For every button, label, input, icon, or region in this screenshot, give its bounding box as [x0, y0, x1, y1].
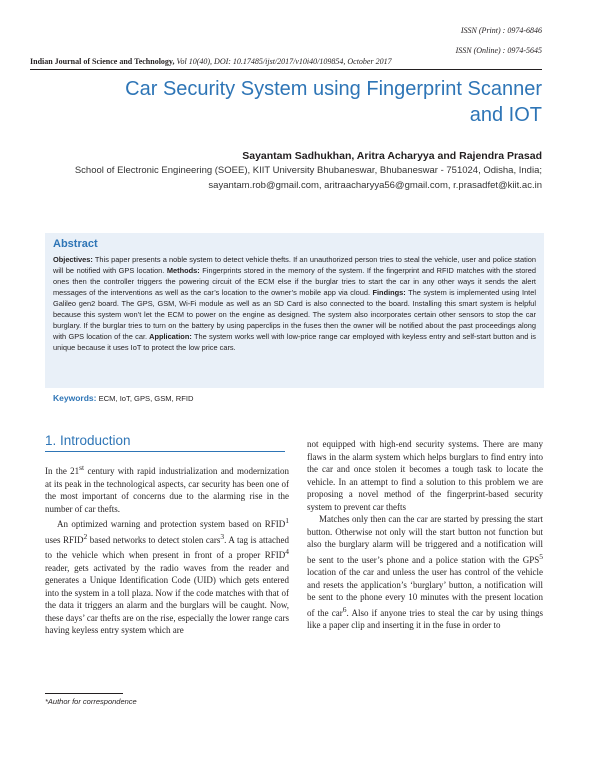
abstract-text [53, 254, 536, 353]
methods-label: Methods: [164, 266, 200, 275]
journal-details: Vol 10(40), DOI: 10.17485/ijst/2017/v10i40/109854, October 2017 [176, 57, 392, 66]
findings-label: Findings: [370, 288, 406, 297]
application-text: The system works well with low-price range car employed with keyless entry and self-start button and is unique because it uses IoT to protect the low price cars. [53, 332, 536, 352]
abstract-box [45, 233, 544, 388]
abstract-heading: Abstract [53, 238, 98, 250]
body-column-left [45, 462, 289, 637]
journal-name: Indian Journal of Science and Technology, [30, 57, 175, 66]
findings-text: The system is implemented using Intel Galileo gen2 board. The GPS, GSM, Wi-Fi module as well as an SD Card is also connected to the board. Installing this smart system is helpful because this system won’t let the ECM to power on the engine as designed. The system also incorporates certain other sensors to stop the car burglary. If the burglar tries to turn on the battery by using paperclips in the fuses then the owner will be notified about the past proceedings along with GPS location of the car. [53, 288, 536, 341]
title-line-1: Car Security System using Fingerprint Scanner [125, 78, 542, 100]
keywords-label: Keywords: [53, 393, 97, 403]
affiliation-emails: sayantam.rob@gmail.com, aritraacharyya56@gmail.com, r.prasadfet@kiit.ac.in [208, 180, 542, 191]
body-column-right [307, 438, 543, 632]
paragraph: In the 21st century with rapid industrialization and modernization at its peak in the technological aspects, car security has been one of the most important of concerns due to the alarming rise in the number of car thefts. [45, 463, 289, 514]
affiliation [30, 163, 542, 193]
affiliation-institution: School of Electronic Engineering (SOEE), KIIT University Bhubaneswar, Bhubaneswar - 751024, Odisha, India; [74, 165, 542, 176]
journal-citation [30, 57, 392, 66]
header-divider [30, 69, 542, 70]
author-list: Sayantam Sadhukhan, Aritra Acharyya and Rajendra Prasad [242, 150, 542, 162]
objectives-label: Objectives: [53, 255, 93, 264]
section-heading-introduction: 1. Introduction [45, 433, 285, 452]
application-label: Application: [147, 332, 192, 341]
title-line-2: and IOT [469, 104, 542, 126]
issn-print: ISSN (Print) : 0974-6846 [460, 26, 542, 35]
paragraph: Matches only then can the car are started by pressing the start button. Otherwise not only will the start button not function but also the burglary alarm will be triggered and a notification will be sent to the user’s phone and a police station with the GPS$^5$ location of the car and unless the user has control of the vehicle and resets the application’s ‘burglary’ button, a notification will be sent to the phone every 10 minutes with the present location of the car$^6$. Also if anyone tries to steal the car by using things like a paper clip and inserting it in the fuse in order to [307, 514, 543, 630]
paper-title [70, 76, 542, 128]
keywords-values: ECM, IoT, GPS, GSM, RFID [98, 394, 194, 403]
footnote-divider [45, 693, 123, 694]
methods-text: Fingerprints stored in the memory of the system. If the fingerprint and RFID matches with the stored ones then the controller triggers the powering circuit of the ECM else if the burglar tries to start the car in any other ways it sends the alert messages of the interventions as well as the car’s location to the owner’s mobile app via cloud. [53, 266, 536, 297]
footnote-correspondence: *Author for correspondence [45, 697, 137, 706]
issn-online: ISSN (Online) : 0974-5645 [455, 46, 542, 55]
objectives-text: This paper presents a noble system to detect vehicle thefts. If an unauthorized person tries to steal the vehicle, user and police station will be notified with GPS location. [53, 255, 536, 275]
paragraph: An optimized warning and protection system based on RFID$^1$ uses RFID$^2$ based networks to detect stolen cars$^3$. A tag is attached to the vehicle which when present in front of a proper RFID$^4$ reader, gets activated by the radio waves from the reader and generates a Unique Identification Code (UID) which gets entered into the system in a toll plaza. Now if the code matches with that of the data it triggers an alarm and the burglars will be caught. Now, these days’ car thefts are on the rise, especially the lower range cars having keyless entry system which are [45, 516, 289, 635]
keywords [53, 393, 544, 403]
paragraph: not equipped with high-end security systems. There are many flaws in the alarm system which helps burglars to find entry into the car and once stolen it becomes a tough task to locate the vehicle. In an attempt to find a solution to this problem we are proposing a novel method of the fingerprint-based security system to prevent car thefts [307, 439, 543, 512]
